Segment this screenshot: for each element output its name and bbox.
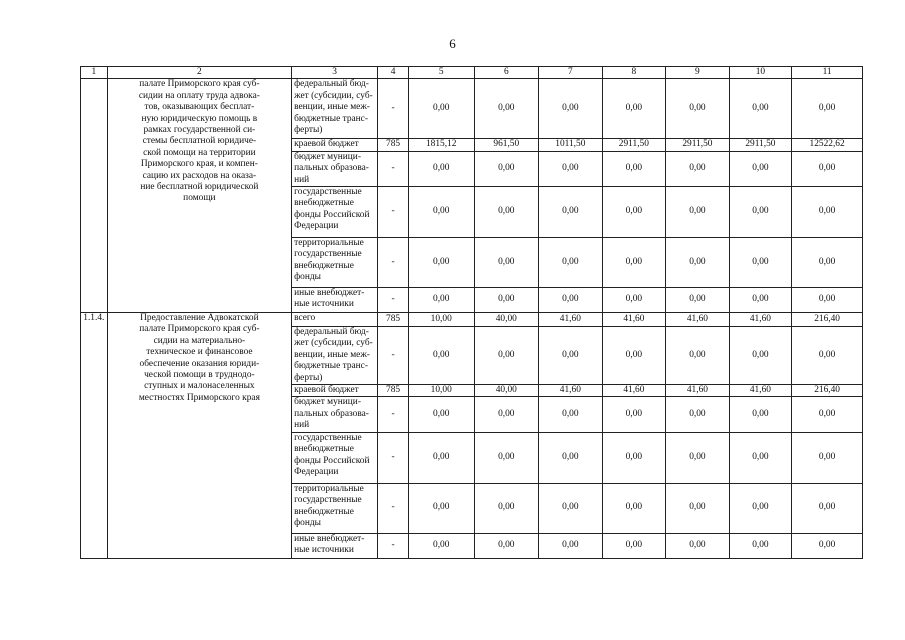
amount-cell: 0,00	[408, 432, 474, 483]
budget-code: -	[378, 187, 409, 238]
text-line: бюджетные транс-	[294, 113, 368, 124]
text-line: пальных образова-	[294, 408, 369, 419]
text-line: ные источники	[294, 299, 354, 310]
text-line: внебюджетные	[294, 506, 354, 517]
text-line: ступных и малонаселенных	[144, 381, 255, 392]
amount-cell: 0,00	[602, 79, 666, 139]
text-line: тов, оказывающих бесплат-	[144, 102, 255, 113]
amount-cell: 0,00	[602, 151, 666, 186]
amount-cell: 0,00	[474, 151, 539, 186]
amount-cell: 0,00	[408, 288, 474, 313]
table-row	[81, 79, 863, 139]
item-code	[81, 79, 108, 313]
text-line: бюджетные транс-	[294, 361, 368, 372]
column-header-1: 1	[81, 67, 108, 79]
budget-code: 785	[378, 139, 409, 151]
budget-code: 785	[378, 385, 409, 397]
amount-cell: 0,00	[792, 432, 863, 483]
column-header-9: 9	[666, 67, 730, 79]
amount-cell: 0,00	[666, 397, 730, 432]
text-line: стемы бесплатной юридиче-	[142, 136, 257, 147]
amount-cell: 0,00	[602, 327, 666, 385]
amount-cell: 0,00	[408, 483, 474, 533]
budget-code: -	[378, 327, 409, 385]
amount-cell: 0,00	[792, 397, 863, 432]
funding-source	[292, 327, 378, 385]
amount-cell: 0,00	[792, 327, 863, 385]
text-line: внебюджетные	[294, 260, 354, 271]
amount-cell: 0,00	[408, 151, 474, 186]
amount-cell: 0,00	[539, 238, 603, 288]
amount-cell: 0,00	[666, 187, 730, 238]
column-header-3: 3	[292, 67, 378, 79]
amount-cell: 0,00	[539, 187, 603, 238]
amount-cell: 0,00	[666, 432, 730, 483]
amount-cell: 10,00	[408, 313, 474, 327]
text-line: сидии на оплату труда адвока-	[138, 90, 260, 101]
table-row	[81, 313, 863, 327]
amount-cell: 0,00	[408, 327, 474, 385]
text-line: палате Приморского края суб-	[139, 324, 260, 335]
amount-cell: 0,00	[729, 79, 792, 139]
amount-cell: 41,60	[729, 313, 792, 327]
text-line: ные источники	[294, 545, 354, 556]
text-line: рамках государственной си-	[143, 125, 256, 136]
text-line: федеральный бюд-	[294, 327, 369, 338]
amount-cell: 0,00	[666, 483, 730, 533]
amount-cell: 0,00	[729, 288, 792, 313]
amount-cell: 0,00	[666, 533, 730, 558]
amount-cell: 0,00	[729, 533, 792, 558]
text-line: ферты)	[294, 372, 323, 383]
text-line: фонды	[294, 272, 321, 283]
budget-code: -	[378, 483, 409, 533]
budget-code: -	[378, 533, 409, 558]
amount-cell: 0,00	[408, 397, 474, 432]
funding-source	[292, 139, 378, 151]
text-line: палате Приморского края суб-	[139, 79, 260, 90]
text-line: территориальные	[294, 483, 364, 494]
budget-code: -	[378, 79, 409, 139]
amount-cell: 1011,50	[539, 139, 603, 151]
column-header-10: 10	[729, 67, 792, 79]
column-header-8: 8	[602, 67, 666, 79]
amount-cell: 0,00	[474, 79, 539, 139]
budget-code: -	[378, 151, 409, 186]
column-header-7: 7	[539, 67, 603, 79]
budget-code: -	[378, 397, 409, 432]
amount-cell: 216,40	[792, 313, 863, 327]
text-line: бюджет муници-	[294, 397, 361, 408]
amount-cell: 0,00	[666, 288, 730, 313]
text-line: помощи	[183, 193, 216, 204]
amount-cell: 0,00	[539, 288, 603, 313]
text-line: иные внебюджет-	[294, 533, 365, 544]
amount-cell: 0,00	[539, 79, 603, 139]
text-line: сидии на материально-	[153, 335, 246, 346]
text-line: внебюджетные	[294, 444, 354, 455]
amount-cell: 0,00	[729, 483, 792, 533]
text-line: техническое и финансовое	[146, 347, 253, 358]
text-line: краевой бюджет	[294, 139, 359, 150]
text-line: ний	[294, 420, 310, 431]
funding-source	[292, 238, 378, 288]
amount-cell: 0,00	[539, 397, 603, 432]
text-line: Приморского края, и компен-	[140, 159, 258, 170]
funding-source	[292, 313, 378, 327]
amount-cell: 0,00	[792, 79, 863, 139]
column-number-row	[81, 67, 863, 79]
text-line: государственные	[294, 495, 362, 506]
funding-source	[292, 151, 378, 186]
budget-code: -	[378, 432, 409, 483]
amount-cell: 0,00	[408, 187, 474, 238]
amount-cell: 0,00	[602, 432, 666, 483]
text-line: фонды	[294, 517, 321, 528]
amount-cell: 0,00	[729, 238, 792, 288]
text-line: государственные	[294, 249, 362, 260]
text-line: местностях Приморского края	[138, 392, 260, 403]
amount-cell: 2911,50	[729, 139, 792, 151]
item-description	[107, 79, 291, 313]
amount-cell: 0,00	[539, 151, 603, 186]
text-line: федеральный бюд-	[294, 79, 369, 90]
text-line: бюджет муници-	[294, 151, 361, 162]
amount-cell: 2911,50	[666, 139, 730, 151]
funding-source	[292, 187, 378, 238]
amount-cell: 0,00	[602, 483, 666, 533]
funding-source	[292, 79, 378, 139]
amount-cell: 10,00	[408, 385, 474, 397]
amount-cell: 1815,12	[408, 139, 474, 151]
funding-source	[292, 533, 378, 558]
amount-cell: 0,00	[792, 187, 863, 238]
amount-cell: 41,60	[539, 385, 603, 397]
budget-code: -	[378, 238, 409, 288]
amount-cell: 0,00	[539, 432, 603, 483]
text-line: венции, иные меж-	[294, 102, 370, 113]
column-header-4: 4	[378, 67, 409, 79]
amount-cell: 41,60	[602, 385, 666, 397]
amount-cell: 2911,50	[602, 139, 666, 151]
budget-code: -	[378, 288, 409, 313]
amount-cell: 0,00	[602, 238, 666, 288]
amount-cell: 41,60	[666, 313, 730, 327]
text-line: обеспечение оказания юриди-	[139, 358, 260, 369]
funding-source	[292, 288, 378, 313]
amount-cell: 40,00	[474, 385, 539, 397]
page-number: 6	[449, 36, 456, 51]
text-line: ской помощи на территории	[143, 147, 256, 158]
item-code: 1.1.4.	[81, 313, 108, 559]
amount-cell: 0,00	[408, 238, 474, 288]
amount-cell: 0,00	[792, 288, 863, 313]
text-line: территориальные	[294, 238, 364, 249]
text-line: венции, иные меж-	[294, 349, 370, 360]
text-line: ферты)	[294, 125, 323, 136]
amount-cell: 0,00	[729, 432, 792, 483]
amount-cell: 0,00	[792, 151, 863, 186]
amount-cell: 0,00	[729, 327, 792, 385]
text-line: фонды Российской	[294, 209, 370, 220]
amount-cell: 0,00	[474, 327, 539, 385]
amount-cell: 0,00	[666, 238, 730, 288]
amount-cell: 41,60	[602, 313, 666, 327]
text-line: ний	[294, 174, 310, 185]
budget-table	[80, 66, 863, 559]
text-line: иные внебюджет-	[294, 288, 365, 299]
text-line: ную юридическую помощь в	[141, 113, 258, 124]
amount-cell: 41,60	[666, 385, 730, 397]
amount-cell: 0,00	[408, 533, 474, 558]
text-line: государственные	[294, 432, 362, 443]
text-line: жет (субсидии, суб-	[294, 338, 373, 349]
text-line: фонды Российской	[294, 455, 370, 466]
amount-cell: 0,00	[474, 397, 539, 432]
text-line: всего	[294, 313, 316, 324]
amount-cell: 0,00	[474, 288, 539, 313]
amount-cell: 0,00	[792, 533, 863, 558]
text-line: Федерации	[294, 221, 339, 232]
amount-cell: 0,00	[474, 533, 539, 558]
amount-cell: 0,00	[729, 397, 792, 432]
amount-cell: 0,00	[792, 483, 863, 533]
amount-cell: 0,00	[666, 151, 730, 186]
amount-cell: 0,00	[474, 187, 539, 238]
budget-code: 785	[378, 313, 409, 327]
text-line: Федерации	[294, 466, 339, 477]
amount-cell: 0,00	[602, 288, 666, 313]
text-line: ческой помощи в труднодо-	[144, 370, 255, 381]
item-description	[107, 313, 291, 559]
amount-cell: 0,00	[539, 483, 603, 533]
amount-cell: 216,40	[792, 385, 863, 397]
text-line: сацию их расходов на оказа-	[142, 170, 257, 181]
amount-cell: 0,00	[666, 327, 730, 385]
text-line: внебюджетные	[294, 198, 354, 209]
amount-cell: 12522,62	[792, 139, 863, 151]
column-header-5: 5	[408, 67, 474, 79]
column-header-11: 11	[792, 67, 863, 79]
amount-cell: 0,00	[792, 238, 863, 288]
funding-source	[292, 483, 378, 533]
text-line: государственные	[294, 187, 362, 198]
amount-cell: 41,60	[539, 313, 603, 327]
funding-source	[292, 397, 378, 432]
text-line: ние бесплатной юридической	[140, 182, 259, 193]
amount-cell: 0,00	[729, 151, 792, 186]
amount-cell: 0,00	[539, 533, 603, 558]
funding-source	[292, 432, 378, 483]
amount-cell: 0,00	[474, 483, 539, 533]
amount-cell: 0,00	[408, 79, 474, 139]
amount-cell: 0,00	[474, 432, 539, 483]
text-line: краевой бюджет	[294, 385, 359, 396]
column-header-6: 6	[474, 67, 539, 79]
amount-cell: 0,00	[602, 187, 666, 238]
amount-cell: 961,50	[474, 139, 539, 151]
column-header-2: 2	[107, 67, 291, 79]
table-body	[81, 79, 863, 558]
amount-cell: 0,00	[729, 187, 792, 238]
amount-cell: 41,60	[729, 385, 792, 397]
amount-cell: 0,00	[474, 238, 539, 288]
amount-cell: 40,00	[474, 313, 539, 327]
amount-cell: 0,00	[666, 79, 730, 139]
text-line: Предоставление Адвокатской	[140, 313, 259, 324]
amount-cell: 0,00	[602, 397, 666, 432]
funding-source	[292, 385, 378, 397]
amount-cell: 0,00	[602, 533, 666, 558]
amount-cell: 0,00	[539, 327, 603, 385]
text-line: жет (субсидии, суб-	[294, 90, 373, 101]
text-line: пальных образова-	[294, 163, 369, 174]
